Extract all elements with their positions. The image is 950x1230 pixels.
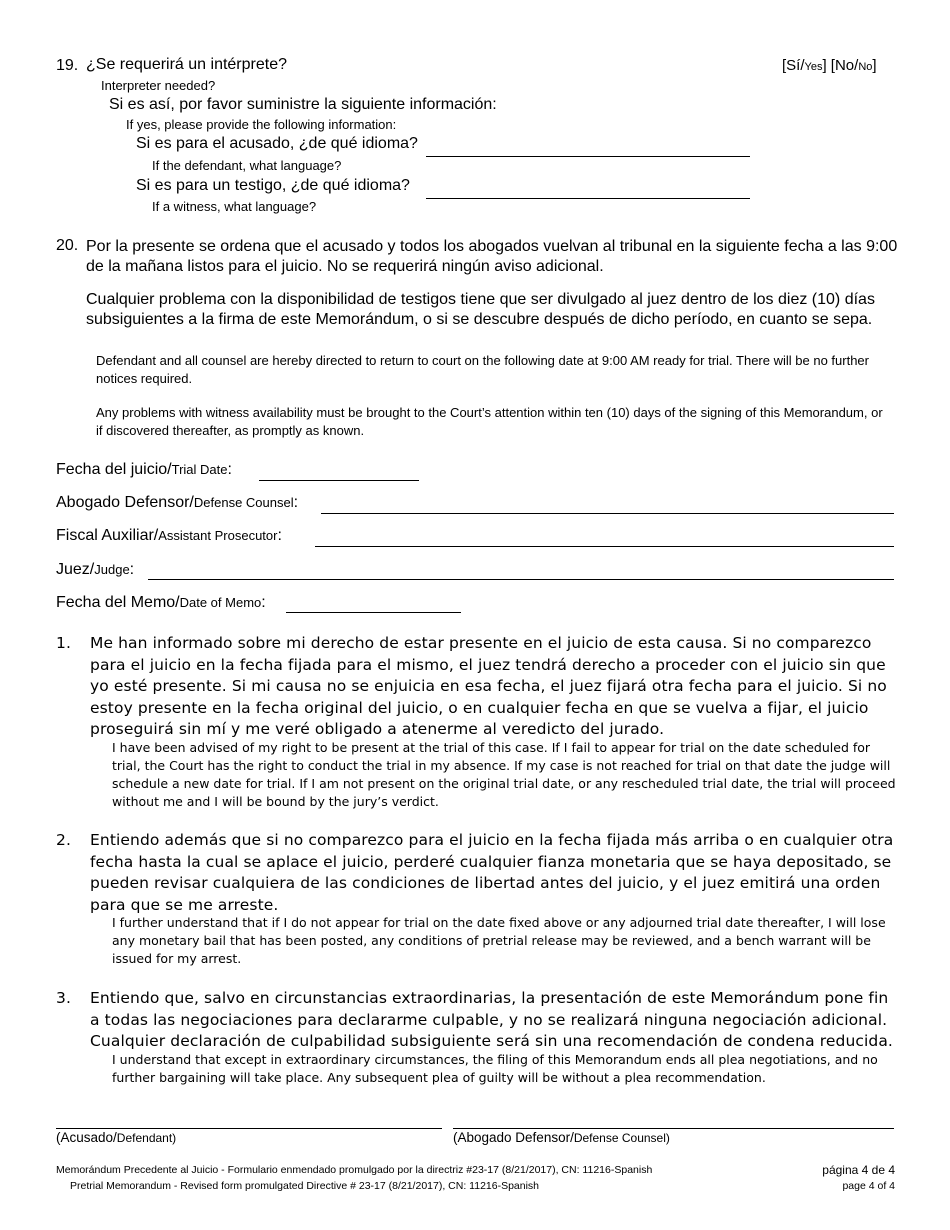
q19-witness-es: Si es para un testigo, ¿de qué idioma? bbox=[136, 177, 410, 194]
page-number-es: página 4 de 4 bbox=[822, 1163, 895, 1177]
judge-label: Juez/Judge: bbox=[56, 561, 135, 578]
q20-number: 20. bbox=[56, 237, 79, 254]
counsel-signature-line[interactable] bbox=[453, 1128, 894, 1129]
defense-counsel-label: Abogado Defensor/Defense Counsel: bbox=[56, 494, 299, 511]
q19-ifyes-es: Si es así, por favor suministre la siguiente información: bbox=[109, 96, 497, 113]
defense-counsel-field[interactable] bbox=[321, 513, 894, 514]
yes-bracket-open: [Sí/ bbox=[782, 57, 805, 74]
q19-question-es: ¿Se requerirá un intérprete? bbox=[86, 56, 287, 73]
statement-2-en: I further understand that if I do not appear for trial on the date fixed above or any adjourned trial date thereafter, I will lose any monetary bail that has been posted, any conditions of pretrial release may be reviewed, and a bench warrant will be issued for my arrest. bbox=[112, 915, 886, 966]
statement-2-es: Entiendo además que si no comparezco para el juicio en la fecha fijada más arriba o en cualquier otra fecha hasta la cual se aplace el juicio, perderé cualquier fianza monetaria que se haya depositado, se pueden revisar cualquiera de las condiciones de libertad antes del juicio, y el juez emitirá una orden para que se me arreste. bbox=[90, 831, 894, 914]
statement-3-number: 3. bbox=[56, 989, 71, 1007]
q19-defendant-es: Si es para el acusado, ¿de qué idioma? bbox=[136, 135, 418, 152]
defendant-signature-line[interactable] bbox=[56, 1128, 442, 1129]
yes-no-separator: ] [No/ bbox=[822, 57, 859, 74]
trial-date-field[interactable] bbox=[259, 480, 419, 481]
page-number-en: page 4 of 4 bbox=[842, 1180, 895, 1192]
no-bracket-close: ] bbox=[872, 57, 877, 74]
memo-date-field[interactable] bbox=[286, 612, 461, 613]
statement-1-en: I have been advised of my right to be present at the trial of this case. If I fail to appear for trial on the date scheduled for trial, the Court has the right to conduct the trial in my absence. If my case is not reached for trial on that date the judge will schedule a new date for trial. If I am not present on the original trial date, or any rescheduled trial date, the trial will proceed without me and I will be bound by the jury’s verdict. bbox=[112, 740, 896, 809]
defendant-language-field[interactable] bbox=[426, 156, 750, 157]
q19-number: 19. bbox=[56, 57, 79, 74]
q19-question-en: Interpreter needed? bbox=[101, 78, 216, 93]
yes-label: Yes bbox=[804, 61, 823, 73]
statement-3-es: Entiendo que, salvo en circunstancias extraordinarias, la presentación de este Memorándum pone fin a todas las negociaciones para declararme culpable, y no se realizará ninguna negociación adicional. Cualquier declaración de culpabilidad subsiguiente será sin una recomendación de condena reducida. bbox=[90, 989, 893, 1050]
trial-date-label: Fecha del juicio/Trial Date: bbox=[56, 461, 232, 478]
judge-field[interactable] bbox=[148, 579, 894, 580]
assistant-prosecutor-label: Fiscal Auxiliar/Assistant Prosecutor: bbox=[56, 527, 282, 544]
witness-language-field[interactable] bbox=[426, 198, 750, 199]
counsel-signature-label: (Abogado Defensor/Defense Counsel) bbox=[453, 1130, 670, 1145]
q19-yes-no[interactable] bbox=[782, 57, 877, 74]
q19-ifyes-en: If yes, please provide the following information: bbox=[126, 117, 397, 132]
q20-para2-en: Any problems with witness availability must be brought to the Court’s attention within ten (10) days of the signing of this Memorandum, or if discovered thereafter, as promptly as known. bbox=[96, 405, 883, 438]
statement-1-number: 1. bbox=[56, 634, 71, 652]
footer-line-en: Pretrial Memorandum - Revised form promulgated Directive # 23-17 (8/21/2017), CN: 11216-Spanish bbox=[70, 1180, 540, 1192]
q20-para2-es: Cualquier problema con la disponibilidad de testigos tiene que ser divulgado al juez dentro de los diez (10) días subsiguientes a la firma de este Memorándum, o si se descubre después de dicho período, en cuanto se sepa. bbox=[86, 291, 875, 328]
no-label: No bbox=[858, 61, 873, 73]
q19-witness-en: If a witness, what language? bbox=[152, 199, 317, 214]
statement-2-number: 2. bbox=[56, 831, 71, 849]
defendant-signature-label: (Acusado/Defendant) bbox=[56, 1130, 177, 1145]
memo-date-label: Fecha del Memo/Date of Memo: bbox=[56, 594, 266, 611]
statement-1-es: Me han informado sobre mi derecho de estar presente en el juicio de esta causa. Si no comparezco para el juicio en la fecha fijada para el mismo, el juez tendrá derecho a proceder con el juicio sin que yo esté presente. Si mi causa no se enjuicia en esa fecha, el juez fijará otra fecha para el juicio. Si no estoy presente en la fecha original del juicio, o en cualquier fecha en que se vuelva a fijar, el juicio proseguirá sin mí y me veré obligado a atenerme al veredicto del jurado. bbox=[90, 634, 887, 738]
footer-line-es: Memorándum Precedente al Juicio - Formulario enmendado promulgado por la directriz #23-17 (8/21/2017), CN: 11216-Spanish bbox=[56, 1164, 653, 1176]
assistant-prosecutor-field[interactable] bbox=[315, 546, 894, 547]
statement-3-en: I understand that except in extraordinary circumstances, the filing of this Memorandum ends all plea negotiations, and no further bargaining will take place. Any subsequent plea of guilty will be without a plea recommendation. bbox=[112, 1052, 878, 1085]
q19-defendant-en: If the defendant, what language? bbox=[152, 158, 342, 173]
q20-para1-es: Por la presente se ordena que el acusado y todos los abogados vuelvan al tribunal en la siguiente fecha a las 9:00 de la mañana listos para el juicio. No se requerirá ningún aviso adicional. bbox=[86, 238, 898, 275]
q20-para1-en: Defendant and all counsel are hereby directed to return to court on the following date at 9:00 AM ready for trial. There will be no further notices required. bbox=[96, 353, 869, 386]
